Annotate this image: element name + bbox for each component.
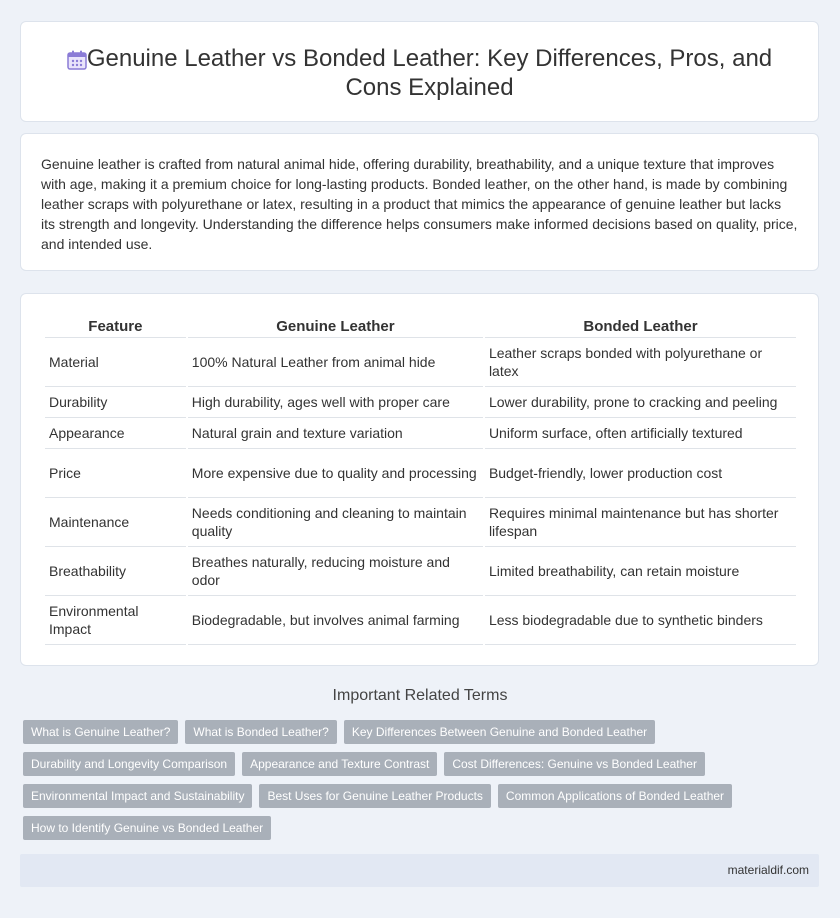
row-bonded: Lower durability, prone to cracking and peeling [485, 387, 796, 418]
row-genuine: Needs conditioning and cleaning to maintain quality [188, 498, 483, 547]
row-feature: Environmental Impact [45, 596, 186, 645]
table-row [45, 498, 796, 547]
table-row [45, 596, 796, 645]
page-title: Genuine Leather vs Bonded Leather: Key Differences, Pros, and Cons Explained [86, 45, 773, 101]
header-bonded-leather: Bonded Leather [485, 314, 796, 338]
row-bonded: Less biodegradable due to synthetic binders [485, 596, 796, 645]
row-bonded: Requires minimal maintenance but has shorter lifespan [485, 498, 796, 547]
related-term-link[interactable]: Environmental Impact and Sustainability [23, 784, 252, 808]
comparison-card [20, 293, 819, 666]
related-term-link[interactable]: Durability and Longevity Comparison [23, 752, 235, 776]
intro-card [20, 133, 819, 271]
table-row [45, 338, 796, 387]
row-bonded: Limited breathability, can retain moisture [485, 547, 796, 596]
intro-paragraph: Genuine leather is crafted from natural animal hide, offering durability, breathability, and a unique texture that improves with age, making it a premium choice for long-lasting products. Bonded leather, on the other hand, is made by combining leather scraps with polyurethane or latex, resulting in a product that mimics the appearance of genuine leather but lacks its strength and longevity. Understanding the difference helps consumers make informed decisions based on quality, price, and intended use. [41, 156, 798, 252]
tag-row [23, 752, 723, 776]
row-genuine: 100% Natural Leather from animal hide [188, 338, 483, 387]
footer-site-link[interactable]: materialdif.com [727, 863, 809, 877]
related-term-link[interactable]: How to Identify Genuine vs Bonded Leather [23, 816, 271, 840]
related-term-link[interactable]: What is Bonded Leather? [185, 720, 336, 744]
row-genuine: Breathes naturally, reducing moisture and odor [188, 547, 483, 596]
related-terms-list [23, 720, 723, 848]
related-term-link[interactable]: Cost Differences: Genuine vs Bonded Leather [444, 752, 705, 776]
related-term-link[interactable]: Key Differences Between Genuine and Bonded Leather [344, 720, 655, 744]
row-feature: Appearance [45, 418, 186, 449]
row-bonded: Budget-friendly, lower production cost [485, 449, 796, 498]
row-genuine: More expensive due to quality and processing [188, 449, 483, 498]
table-header-row [45, 314, 796, 338]
tag-row [23, 720, 723, 744]
comparison-table [43, 314, 798, 645]
table-row [45, 449, 796, 498]
row-feature: Breathability [45, 547, 186, 596]
header-feature: Feature [45, 314, 186, 338]
row-bonded: Uniform surface, often artificially textured [485, 418, 796, 449]
row-genuine: Natural grain and texture variation [188, 418, 483, 449]
related-terms-heading: Important Related Terms [332, 687, 508, 704]
header-genuine-leather: Genuine Leather [188, 314, 483, 338]
table-row [45, 418, 796, 449]
related-term-link[interactable]: Best Uses for Genuine Leather Products [259, 784, 490, 808]
title-card [20, 21, 819, 122]
footer [20, 854, 819, 887]
related-term-link[interactable]: Common Applications of Bonded Leather [498, 784, 732, 808]
row-feature: Maintenance [45, 498, 186, 547]
row-feature: Durability [45, 387, 186, 418]
table-row [45, 387, 796, 418]
row-feature: Material [45, 338, 186, 387]
related-term-link[interactable]: Appearance and Texture Contrast [242, 752, 437, 776]
table-row [45, 547, 796, 596]
row-genuine: High durability, ages well with proper care [188, 387, 483, 418]
row-bonded: Leather scraps bonded with polyurethane or latex [485, 338, 796, 387]
row-feature: Price [45, 449, 186, 498]
row-genuine: Biodegradable, but involves animal farming [188, 596, 483, 645]
related-term-link[interactable]: What is Genuine Leather? [23, 720, 178, 744]
tag-row [23, 784, 723, 808]
tag-row [23, 816, 723, 840]
